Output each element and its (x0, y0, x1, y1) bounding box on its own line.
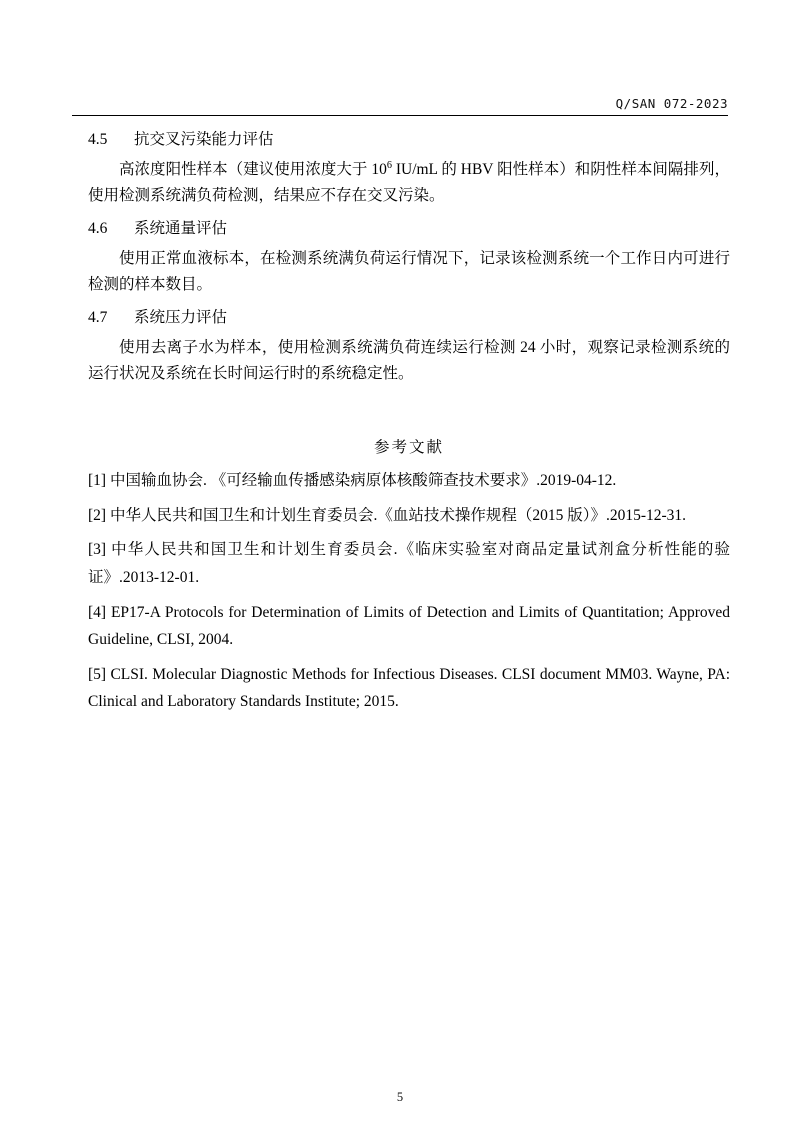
clause-paragraph: 高浓度阳性样本（建议使用浓度大于 $10^6$ IU/mL 的 HBV 阳性样本）和阴性样本间隔排列，使用检测系统满负荷检测，结果应不存在交叉污染。 (88, 159, 730, 205)
clause-title: 系统压力评估 (134, 309, 228, 327)
references-title: 参考文献 (373, 439, 444, 457)
clause-heading (88, 128, 730, 152)
reference-item: [1] 中国输血协会. 《可经输血传播感染病原体核酸筛查技术要求》.2019-04-12. (88, 472, 617, 490)
reference-item: [3] 中华人民共和国卫生和计划生育委员会.《临床实验室对商品定量试剂盒分析性能的验证》.2013-12-01. (88, 541, 730, 586)
clause-title: 抗交叉污染能力评估 (134, 131, 274, 148)
clause-number: 4.7 (88, 309, 108, 327)
clause-heading (88, 306, 730, 330)
clause-paragraph: 使用正常血液标本，在检测系统满负荷运行情况下，记录该检测系统一个工作日内可进行检测的样本数目。 (88, 250, 730, 294)
header-divider (72, 115, 728, 116)
standard-code-header: Q/SAN 072-2023 (615, 96, 728, 111)
reference-item: [5] CLSI. Molecular Diagnostic Methods for Infectious Diseases. CLSI document MM03. Wayne, PA: Clinical and Laboratory Standards Institute; 2015. (88, 665, 730, 711)
reference-item: [2] 中华人民共和国卫生和计划生育委员会.《血站技术操作规程（2015 版）》.2015-12-31. (88, 506, 687, 524)
clause-title: 系统通量评估 (134, 220, 228, 238)
clause-paragraph: 使用去离子水为样本，使用检测系统满负荷连续运行检测 24 小时，观察记录检测系统的运行状况及系统在长时间运行时的系统稳定性。 (88, 339, 730, 383)
clause-4-7 (88, 306, 730, 387)
clause-4-5 (88, 128, 730, 209)
document-body (88, 120, 730, 716)
clause-number: 4.6 (88, 220, 108, 238)
clause-heading (88, 217, 730, 241)
reference-item: [4] EP17-A Protocols for Determination of Limits of Detection and Limits of Quantitation; Approved Guideline, CLSI, 2004. (88, 603, 730, 649)
page-number: 5 (396, 1090, 404, 1104)
references-list (88, 467, 730, 716)
clause-4-6 (88, 217, 730, 298)
clause-number: 4.5 (88, 131, 108, 148)
